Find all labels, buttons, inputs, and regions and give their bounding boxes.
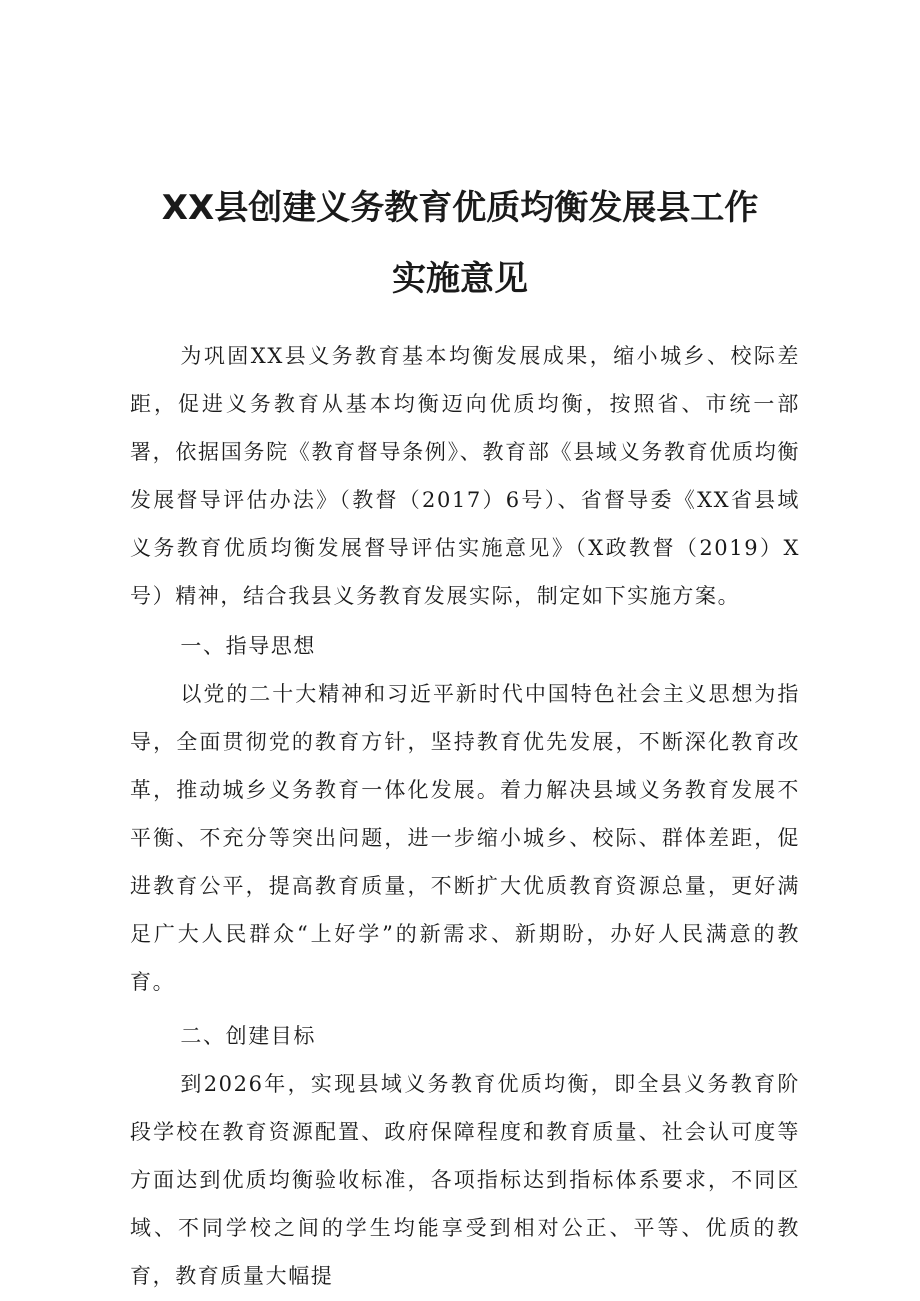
section2-paragraph: 到2026年，实现县域义务教育优质均衡，即全县义务教育阶段学校在教育资源配置、政府保障程度和教育质量、社会认可度等方面达到优质均衡验收标准，各项指标达到指标体系要求，不同区域、不同学校之间的学生均能享受到相对公正、平等、优质的教育，教育质量大幅提 [130,1072,800,1288]
section1-heading: 一、指导思想 [180,634,316,658]
document-title-line1: XX县创建义务教育优质均衡发展县工作 [161,188,759,228]
section2-heading: 二、创建目标 [180,1024,316,1048]
document-body [130,332,800,1300]
document-title-line2: 实施意见 [392,259,528,299]
section1-paragraph: 以党的二十大精神和习近平新时代中国特色社会主义思想为指导，全面贯彻党的教育方针，坚持教育优先发展，不断深化教育改革，推动城乡义务教育一体化发展。着力解决县域义务教育发展不平衡、不充分等突出问题，进一步缩小城乡、校际、群体差距，促进教育公平，提高教育质量，不断扩大优质教育资源总量，更好满足广大人民群众“上好学”的新需求、新期盼，办好人民满意的教育。 [130,682,800,994]
intro-paragraph: 为巩固XX县义务教育基本均衡发展成果，缩小城乡、校际差距，促进义务教育从基本均衡迈向优质均衡，按照省、市统一部署，依据国务院《教育督导条例》、教育部《县域义务教育优质均衡发展督导评估办法》（教督（2017）6号）、省督导委《XX省县域义务教育优质均衡发展督导评估实施意见》（X政教督（2019）X号）精神，结合我县义务教育发展实际，制定如下实施方案。 [130,344,800,608]
